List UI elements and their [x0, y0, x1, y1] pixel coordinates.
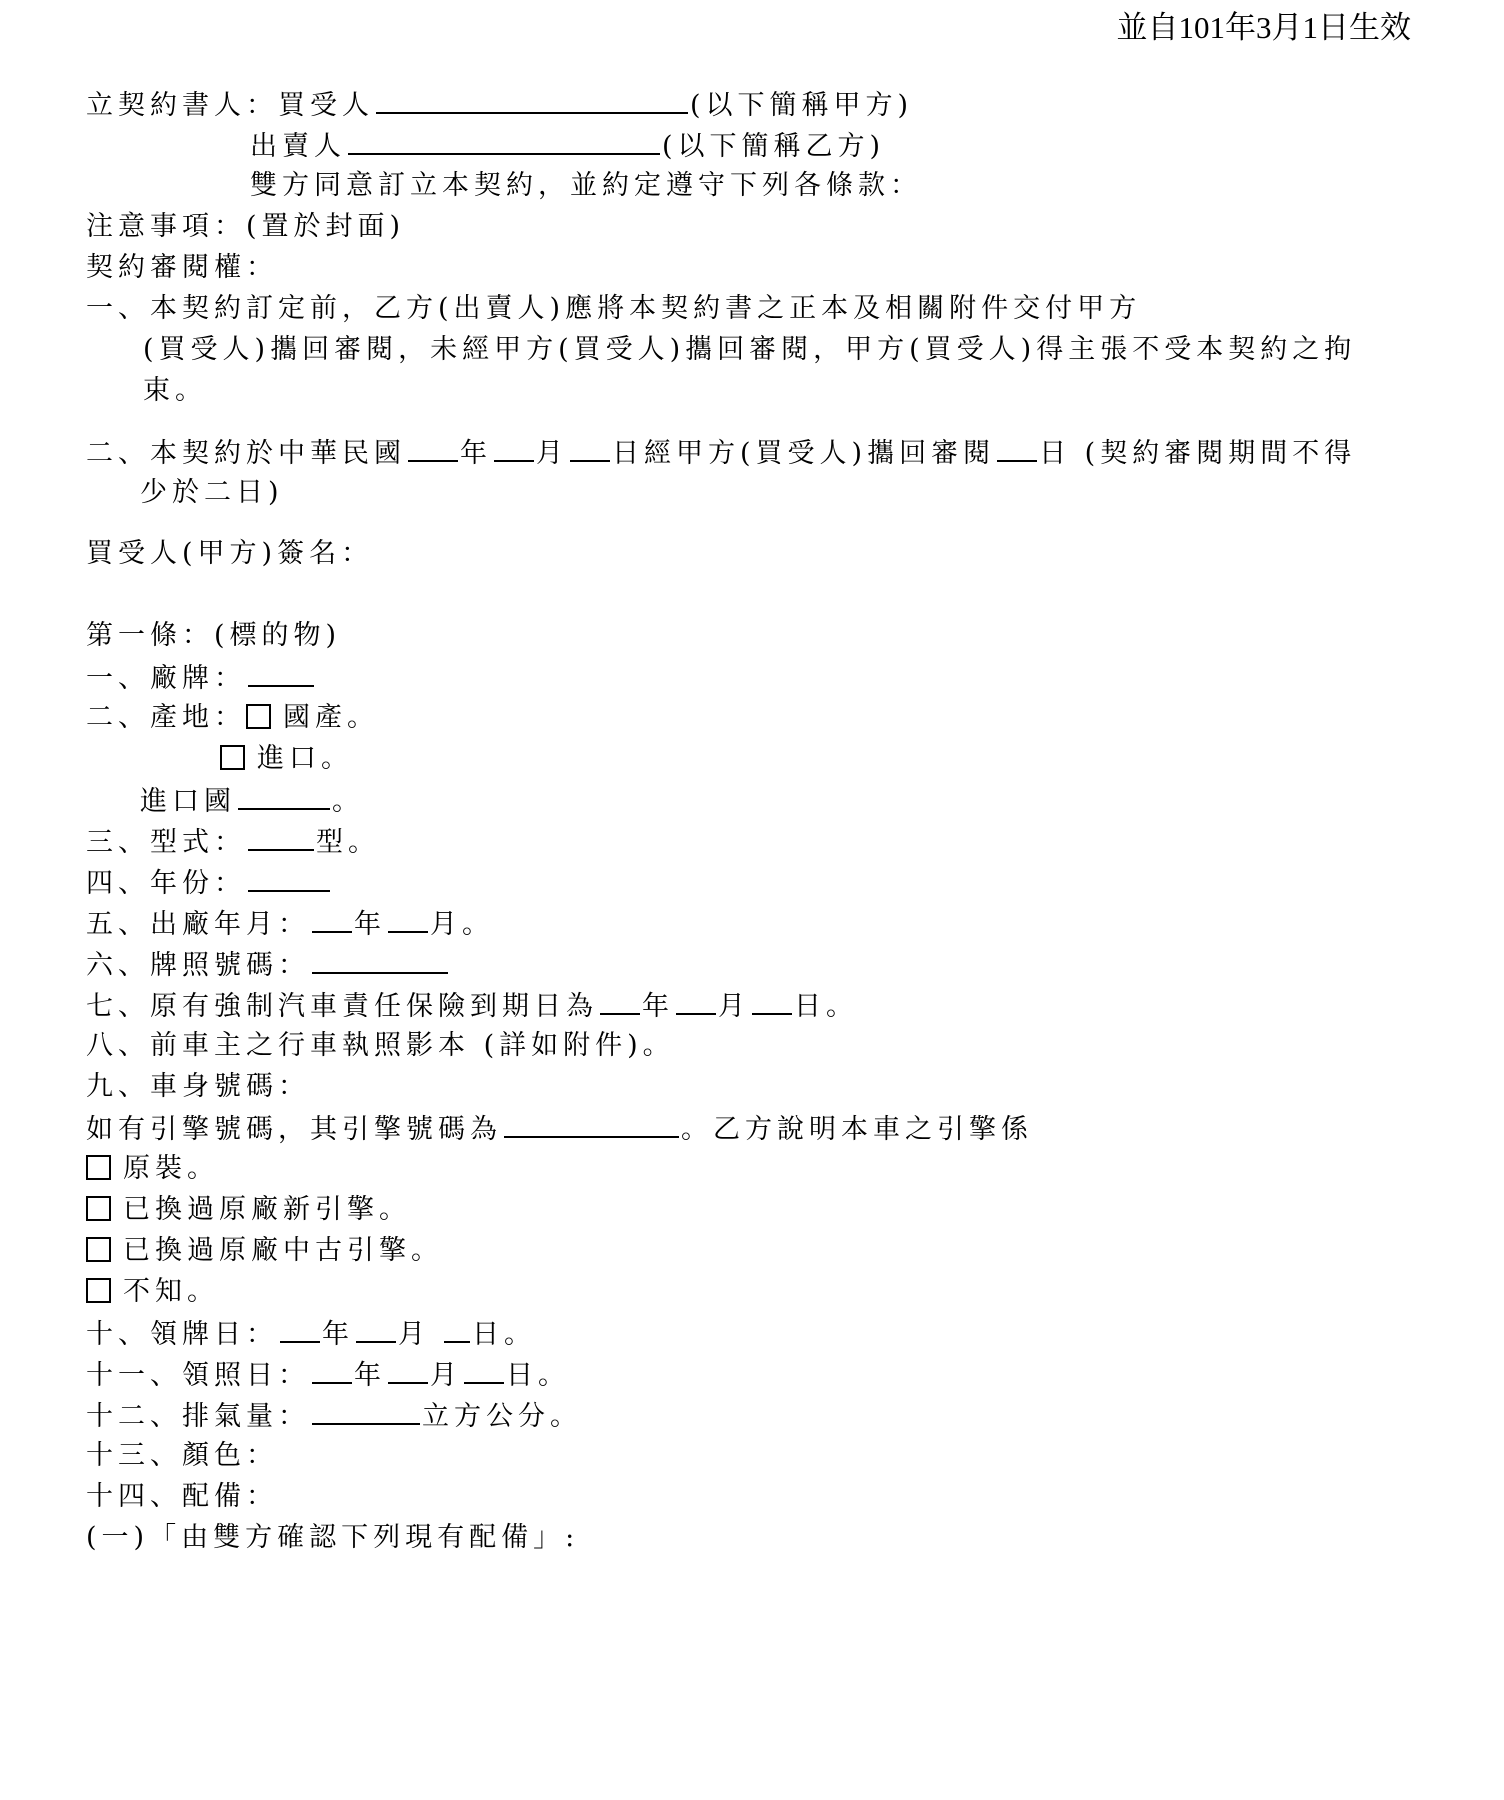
review-item-2-suffix: 日 (契約審閱期間不得 [1039, 438, 1357, 469]
plate-month-unit: 月 [398, 1319, 430, 1350]
review-item-1-line-2: (買受人)攜回審閱，未經甲方(買受人)攜回審閱，甲方(買受人)得主張不受本契約之拘 [143, 334, 1357, 365]
import-checkbox[interactable] [220, 745, 245, 770]
previous-owner-license-line: 八、前車主之行車執照影本 (詳如附件)。 [86, 1030, 675, 1061]
plate-day-blank[interactable] [444, 1315, 470, 1343]
buyer-signature-label: 買受人(甲方)簽名： [86, 538, 374, 569]
vehicle-year-blank[interactable] [248, 864, 330, 892]
contract-parties-prefix: 立契約書人： [86, 90, 278, 121]
color-line: 十三、顏色： [86, 1440, 278, 1471]
equipment-line: 十四、配備： [86, 1481, 278, 1512]
review-item-2-line-1 [86, 434, 1356, 472]
insurance-month-blank[interactable] [676, 987, 716, 1015]
review-days-blank[interactable] [997, 434, 1037, 462]
engine-unknown-label: 不知。 [123, 1276, 219, 1307]
engine-number-line [86, 1110, 1033, 1148]
license-month-blank[interactable] [388, 1356, 428, 1384]
vehicle-year-line [86, 864, 332, 902]
insurance-day-blank[interactable] [752, 987, 792, 1015]
insurance-expiry-label: 七、原有強制汽車責任保險到期日為 [86, 991, 598, 1022]
plate-year-unit: 年 [322, 1319, 354, 1350]
plate-number-label: 六、牌照號碼： [86, 950, 310, 981]
notes-title: 注意事項：(置於封面) [86, 211, 406, 242]
license-month-unit: 月 [430, 1360, 462, 1391]
displacement-unit: 立方公分。 [422, 1401, 582, 1432]
manufacture-date-label: 五、出廠年月： [86, 909, 310, 940]
displacement-line [86, 1397, 582, 1435]
vehicle-year-label: 四、年份： [86, 868, 246, 899]
engine-option-used [86, 1233, 443, 1269]
review-right-title: 契約審閱權： [86, 252, 278, 283]
model-line [86, 823, 380, 861]
plate-number-blank[interactable] [312, 946, 448, 974]
license-year-unit: 年 [354, 1360, 386, 1391]
seller-suffix: (以下簡稱乙方) [662, 131, 886, 162]
engine-new-checkbox[interactable] [86, 1196, 111, 1221]
plate-year-blank[interactable] [280, 1315, 320, 1343]
brand-label: 一、廠牌： [86, 663, 246, 694]
seller-name-blank[interactable] [348, 127, 660, 155]
engine-option-original [86, 1151, 219, 1187]
engine-original-label: 原裝。 [123, 1153, 219, 1184]
domestic-label: 國產。 [283, 702, 379, 733]
import-line [220, 741, 353, 777]
plate-number-line [86, 946, 450, 984]
engine-unknown-checkbox[interactable] [86, 1278, 111, 1303]
license-date-line [86, 1356, 570, 1394]
equipment-subheading: (一)「由雙方確認下列現有配備」: [86, 1522, 580, 1553]
model-label: 三、型式： [86, 827, 246, 858]
buyer-line [86, 86, 913, 124]
review-day-blank[interactable] [570, 434, 610, 462]
displacement-label: 十二、排氣量： [86, 1401, 310, 1432]
import-country-blank[interactable] [238, 782, 330, 810]
review-item-2-prefix: 二、本契約於中華民國 [86, 438, 406, 469]
insurance-year-blank[interactable] [600, 987, 640, 1015]
engine-used-label: 已換過原廠中古引擎。 [123, 1235, 443, 1266]
engine-new-label: 已換過原廠新引擎。 [123, 1194, 411, 1225]
engine-used-checkbox[interactable] [86, 1237, 111, 1262]
engine-statement: 。乙方說明本車之引擎係 [681, 1114, 1033, 1145]
review-item-1-line-1: 一、本契約訂定前，乙方(出賣人)應將本契約書之正本及相關附件交付甲方 [86, 293, 1142, 324]
origin-line [86, 700, 379, 736]
license-date-label: 十一、領照日： [86, 1360, 310, 1391]
plate-day-unit: 日。 [472, 1319, 536, 1350]
manufacture-year-blank[interactable] [312, 905, 352, 933]
buyer-name-blank[interactable] [376, 86, 688, 114]
model-blank[interactable] [248, 823, 314, 851]
brand-line [86, 659, 316, 697]
review-item-1-line-3: 束。 [143, 375, 207, 406]
vin-line: 九、車身號碼： [86, 1071, 310, 1102]
insurance-month-unit: 月 [718, 991, 750, 1022]
manufacture-year-unit: 年 [354, 909, 386, 940]
license-year-blank[interactable] [312, 1356, 352, 1384]
origin-label: 二、產地： [86, 702, 246, 733]
manufacture-month-blank[interactable] [388, 905, 428, 933]
review-year-unit: 年 [460, 438, 492, 469]
plate-month-blank[interactable] [356, 1315, 396, 1343]
license-day-blank[interactable] [464, 1356, 504, 1384]
review-month-unit: 月 [536, 438, 568, 469]
buyer-suffix: (以下簡稱甲方) [690, 90, 914, 121]
review-year-blank[interactable] [408, 434, 458, 462]
engine-option-unknown [86, 1274, 219, 1310]
effective-date-note: 並自101年3月1日生效 [1116, 10, 1411, 45]
engine-number-label: 如有引擎號碼，其引擎號碼為 [86, 1114, 502, 1145]
manufacture-month-unit: 月。 [430, 909, 494, 940]
import-country-line [140, 782, 364, 820]
plate-date-line [86, 1315, 536, 1353]
import-label: 進口。 [257, 743, 353, 774]
brand-blank[interactable] [248, 659, 314, 687]
review-item-2-middle: 日經甲方(買受人)攜回審閱 [612, 438, 996, 469]
manufacture-date-line [86, 905, 494, 943]
engine-number-blank[interactable] [504, 1110, 679, 1138]
license-day-unit: 日。 [506, 1360, 570, 1391]
domestic-checkbox[interactable] [246, 704, 271, 729]
displacement-blank[interactable] [312, 1397, 420, 1425]
plate-date-label: 十、領牌日： [86, 1319, 278, 1350]
model-suffix: 型。 [316, 827, 380, 858]
engine-option-new [86, 1192, 411, 1228]
buyer-label: 買受人 [278, 90, 374, 121]
engine-original-checkbox[interactable] [86, 1155, 111, 1180]
insurance-expiry-line [86, 987, 858, 1025]
review-month-blank[interactable] [494, 434, 534, 462]
agreement-statement: 雙方同意訂立本契約，並約定遵守下列各條款： [250, 170, 922, 201]
seller-line [250, 127, 885, 165]
article-1-title: 第一條：(標的物) [86, 620, 342, 651]
seller-label: 出賣人 [250, 131, 346, 162]
import-country-period: 。 [332, 786, 364, 817]
insurance-year-unit: 年 [642, 991, 674, 1022]
review-item-2-line-2: 少於二日) [140, 477, 284, 508]
insurance-day-unit: 日。 [794, 991, 858, 1022]
import-country-label: 進口國 [140, 786, 236, 817]
